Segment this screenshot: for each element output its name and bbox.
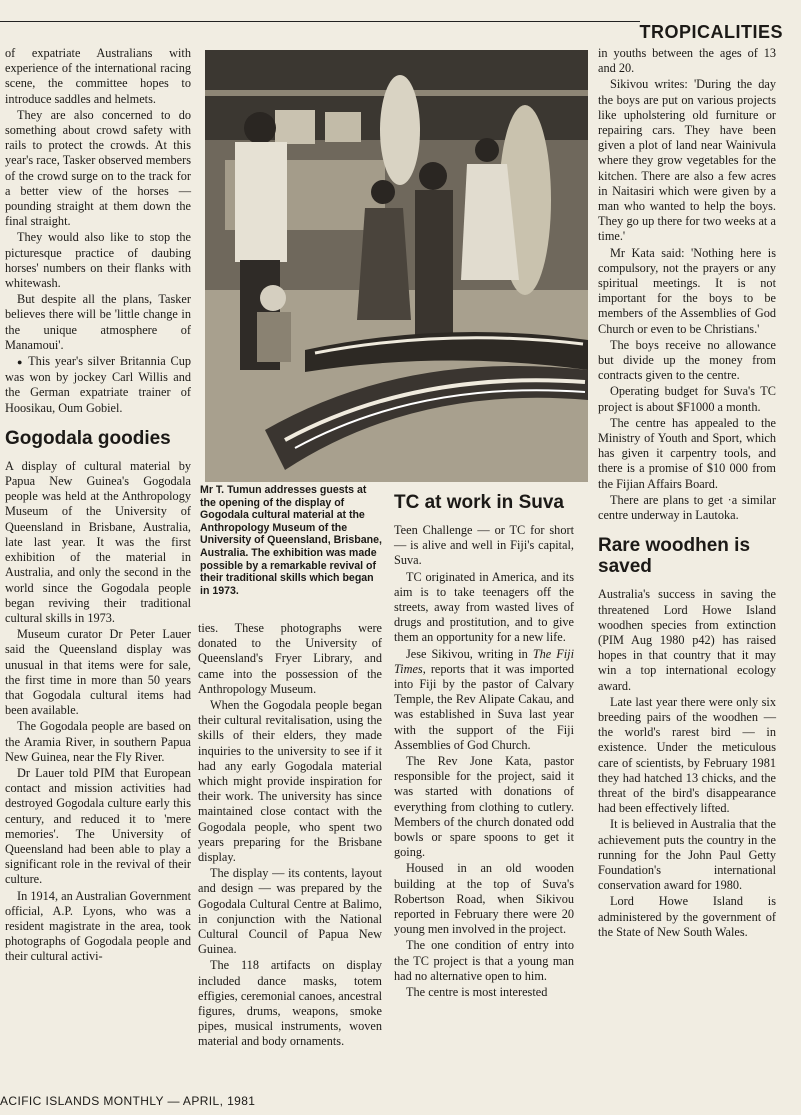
- paragraph: The centre has appealed to the Ministry of Youth and Sport, which has given it carpentry tools, and there is a promise of $10 000 from the Fijian Affairs Board.: [598, 415, 776, 491]
- paragraph: A display of cultural material by Papua New Guinea's Gogodala people was held at the Anthropology Museum of the University of Queensland in Brisbane, Australia, late last year. It was the first exhibition of the material in Australia, and only the second in the world since the Gogodala people began reviving their traditional cultural skills in 1973.: [5, 458, 191, 625]
- paragraph: Housed in an old wooden building at the top of Suva's Robertson Road, when Sikivou reported in February there were 20 young men involved in the project.: [394, 861, 574, 937]
- paragraph: The centre is most interested: [406, 985, 548, 1000]
- headline-woodhen: Rare woodhen is saved: [598, 535, 751, 578]
- section-title: TROPICALITIES: [639, 22, 783, 42]
- paragraph: They are also concerned to do something about crowd safety with rails to protect the crowds. At this year's race, Tasker observed members of the crowd surge on to the track for a better view of the horses — pounding straight at them down the final straight.: [5, 107, 191, 229]
- paragraph: Dr Lauer told PIM that European contact and mission activities had destroyed Gogodala culture early this century, and reduced it to 'mere memories'. The University of Queensland had been able to play a significant role in the revival of their culture.: [5, 765, 191, 887]
- paragraph: They would also like to stop the picturesque practice of daubing horses' numbers on their flanks with whitewash.: [5, 230, 191, 291]
- paragraph: The 118 artifacts on display included dance masks, totem effigies, ceremonial canoes, ancestral figures, drums, weapons, smoke pipes, musical instruments, woven material and body ornaments.: [198, 958, 382, 1049]
- paragraph: The one condition of entry into the TC project is that a young man had no alternative open to him.: [394, 938, 574, 983]
- paragraph: TC originated in America, and its aim is to take teenagers off the streets, away from wasted lives of drugs and prostitution, and to give them an opportunity for a new life.: [394, 569, 574, 645]
- paragraph: of expatriate Australians with experience of the international racing scene, the committee hopes to introduce saddles and helmets.: [5, 46, 191, 106]
- paragraph: The display — its contents, layout and design — was prepared by the Gogodala Cultural Centre at Balimo, in conjunction with the National Cultural Council of Papua New Guinea.: [198, 866, 382, 957]
- paragraph: Operating budget for Suva's TC project is about $F1000 a month.: [598, 384, 776, 414]
- page-footer: ACIFIC ISLANDS MONTHLY — APRIL, 1981: [0, 1094, 256, 1108]
- paragraph: There are plans to get ·a similar centre underway in Lautoka.: [598, 492, 776, 523]
- paragraph: Museum curator Dr Peter Lauer said the Queensland display was unusual in that items were for sale, the first time in more than 50 years that Gogodala cultural items had been available.: [5, 627, 191, 718]
- paragraph-bullet: ● This year's silver Britannia Cup was won by jockey Carl Willis and the German expatriate trainer of Hoosikau, Oum Gobiel.: [5, 354, 191, 416]
- paragraph: But despite all the plans, Tasker believes there will be 'little change in the unique atmosphere of Manamoui'.: [5, 292, 191, 352]
- exhibition-photo: [205, 50, 588, 482]
- header-rule: [0, 21, 640, 22]
- photo-illustration: [205, 50, 588, 482]
- paragraph: When the Gogodala people began their cultural revitalisation, using the skills of their elders, they made inquiries to the university to see if it had any early Gogodala material which might provide inspiration for their work. The university has since maintained close contact with the Gogodala people, who spent two years preparing for the Brisbane display.: [198, 698, 382, 865]
- paragraph: The Rev Jone Kata, pastor responsible for the project, said it was started with donations of everything from clothing to cutlery. Members of the church donated odd bowls or spare spoons to get it going.: [394, 754, 574, 860]
- column-1: [5, 46, 191, 966]
- column-4: [598, 46, 776, 941]
- paragraph: ties. These photographs were donated to the University of Queensland's Fryer Library, and came into the possession of the Anthropology Museum.: [198, 621, 382, 696]
- headline-gogodala: Gogodala goodies: [5, 427, 171, 449]
- paragraph: in youths between the ages of 13 and 20.: [598, 46, 776, 76]
- headline-tc: TC at work in Suva: [394, 492, 564, 513]
- column-2: [198, 621, 382, 1051]
- photo-caption: Mr T. Tumun addresses guests at the opening of the display of Gogodala cultural material at the Anthropology Museum of the University of Queensland, Brisbane, Australia. The exhibition was made possible by a remarkable revival of their traditional skills which began in 1973.: [200, 484, 382, 597]
- paragraph: Sikivou writes: 'During the day the boys are put on various projects like upholstering old furniture or repairing cars. They have been given a plot of land near Wainivula where they grow vegetables for the kitchen. There are also a few acres in Naitasiri which were given by a man who wanted to help the boys. They go up there for two weeks at a time.': [598, 77, 776, 244]
- paragraph: Teen Challenge — or TC for short — is alive and well in Fiji's capital, Suva.: [394, 523, 574, 568]
- text-run: Jese Sikivou, writing in: [406, 646, 533, 661]
- paragraph: The Gogodala people are based on the Aramia River, in southern Papua New Guinea, near the Fly River.: [5, 719, 191, 764]
- column-3: [394, 480, 574, 1001]
- paragraph: [394, 647, 574, 753]
- text-run: , reports that it was imported into Fiji by the pastor of Calvary Temple, the Rev Alipate Cakau, and was established in Suva last year with the support of the Fiji Assemblies of God Church.: [394, 661, 574, 752]
- paragraph: The boys receive no allowance but divide up the money from contracts given to the centre.: [598, 337, 776, 383]
- paragraph: It is believed in Australia that the achievement puts the country in the running for the John Paul Getty Foundation's international conservation award for 1980.: [598, 817, 776, 893]
- paragraph: Australia's success in saving the threatened Lord Howe Island woodhen species from extinction (PIM Aug 1980 p42) has raised hopes in that country that it may win a top international ecology award.: [598, 587, 776, 693]
- paragraph: Late last year there were only six breeding pairs of the woodhen — the world's rarest bird — in existence. Under the meticulous care of scientists, by February 1981 they had hatched 13 chicks, and the threat of the bird's disappearance had been effectively lifted.: [598, 694, 776, 816]
- paragraph: Lord Howe Island is administered by the government of the State of New South Wales.: [598, 894, 776, 939]
- paragraph: Mr Kata said: 'Nothing here is compulsory, not the prayers or any spiritual meetings. It is not important for the boys to be members of the Assemblies of God Church or even to be Christians.': [598, 245, 776, 336]
- paragraph: In 1914, an Australian Government official, A.P. Lyons, who was a resident magistrate in the area, took photographs of Gogodala people and their cultural activi-: [5, 888, 191, 964]
- publication-name: The Fiji Times: [394, 646, 574, 676]
